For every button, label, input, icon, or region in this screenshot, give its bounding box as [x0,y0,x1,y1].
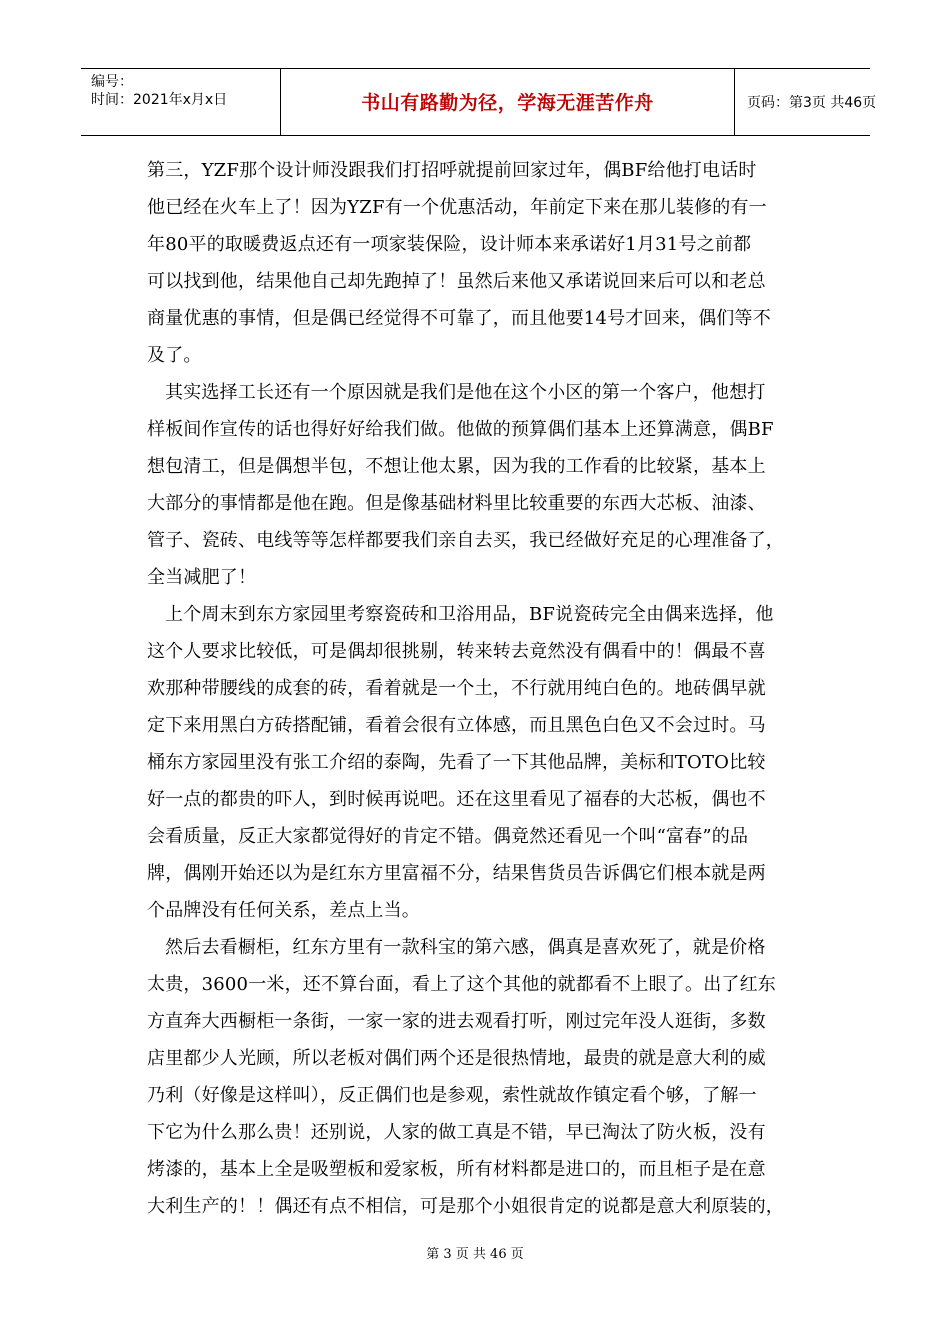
text-line: 大部分的事情都是他在跑。但是像基础材料里比较重要的东西大芯板、油漆、 [147,493,766,514]
time-label: 时间：2021年x月x日 [91,92,228,108]
text-line: 可以找到他，结果他自己却先跑掉了！虽然后来他又承诺说回来后可以和老总 [147,271,766,292]
text-line: 烤漆的，基本上全是吸塑板和爱家板，所有材料都是进口的，而且柜子是在意 [147,1159,766,1180]
text-line: 个品牌没有任何关系，差点上当。 [147,900,420,921]
text-line: 欢那种带腰线的成套的砖，看着就是一个土，不行就用纯白色的。地砖偶早就 [147,678,766,699]
text-line: 这个人要求比较低，可是偶却很挑剔，转来转去竟然没有偶看中的！偶最不喜 [147,641,766,662]
text-line: 店里都少人光顾，所以老板对偶们两个还是很热情地，最贵的就是意大利的威 [147,1048,766,1069]
paragraph-4 [147,929,827,1225]
paragraph-3 [147,596,827,929]
header-info-cell [81,69,281,135]
text-line: 牌，偶刚开始还以为是红东方里富福不分，结果售货员告诉偶它们根本就是两 [147,863,766,884]
text-line: 其实选择工长还有一个原因就是我们是他在这个小区的第一个客户，他想打 [165,382,766,403]
document-body [147,152,827,1225]
text-line: 然后去看橱柜，红东方里有一款科宝的第六感，偶真是喜欢死了，就是价格 [165,937,766,958]
text-line: 他已经在火车上了！因为YZF有一个优惠活动，年前定下来在那儿装修的有一 [147,197,767,218]
header-table [81,68,877,136]
header-page-cell [735,69,877,135]
text-line: 年80平的取暖费返点还有一项家装保险，设计师本来承诺好1月31号之前都 [147,234,752,255]
text-line: 上个周末到东方家园里考察瓷砖和卫浴用品，BF说瓷砖完全由偶来选择，他 [165,604,774,625]
page-footer: 第 3 页 共 46 页 [426,1247,524,1262]
text-line: 下它为什么那么贵！还别说，人家的做工真是不错，早已淘汰了防火板，没有 [147,1122,766,1143]
text-line: 管子、瓷砖、电线等等怎样都要我们亲自去买，我已经做好充足的心理准备了， [147,530,784,551]
text-line: 大利生产的！！偶还有点不相信，可是那个小姐很肯定的说都是意大利原装的， [147,1196,784,1217]
text-line: 商量优惠的事情，但是偶已经觉得不可靠了，而且他要14号才回来，偶们等不 [147,308,771,329]
text-line: 好一点的都贵的吓人，到时候再说吧。还在这里看见了福春的大芯板，偶也不 [147,789,766,810]
text-line: 桶东方家园里没有张工介绍的泰陶，先看了一下其他品牌，美标和TOTO比较 [147,752,766,773]
text-line: 样板间作宣传的话也得好好给我们做。他做的预算偶们基本上还算满意，偶BF [147,419,774,440]
paragraph-1 [147,152,827,374]
header-motto-cell [281,69,735,135]
text-line: 乃利（好像是这样叫），反正偶们也是参观，索性就故作镇定看个够，了解一 [147,1085,757,1106]
text-line: 太贵，3600一米，还不算台面，看上了这个其他的就都看不上眼了。出了红东 [147,974,777,995]
number-label: 编号： [91,74,133,90]
text-line: 全当减肥了！ [147,567,257,588]
paragraph-2 [147,374,827,596]
motto: 书山有路勤为径，学海无涯苦作舟 [361,92,654,114]
text-line: 方直奔大西橱柜一条街，一家一家的进去观看打听，刚过完年没人逛街，多数 [147,1011,766,1032]
text-line: 第三，YZF那个设计师没跟我们打招呼就提前回家过年，偶BF给他打电话时 [147,160,757,181]
text-line: 定下来用黑白方砖搭配铺，看着会很有立体感，而且黑色白色又不会过时。马 [147,715,766,736]
text-line: 及了。 [147,345,202,366]
text-line: 会看质量，反正大家都觉得好的肯定不错。偶竟然还看见一个叫“富春”的品 [147,826,749,847]
text-line: 想包清工，但是偶想半包，不想让他太累，因为我的工作看的比较紧，基本上 [147,456,766,477]
page-code: 页码：第3页 共46页 [747,95,877,111]
